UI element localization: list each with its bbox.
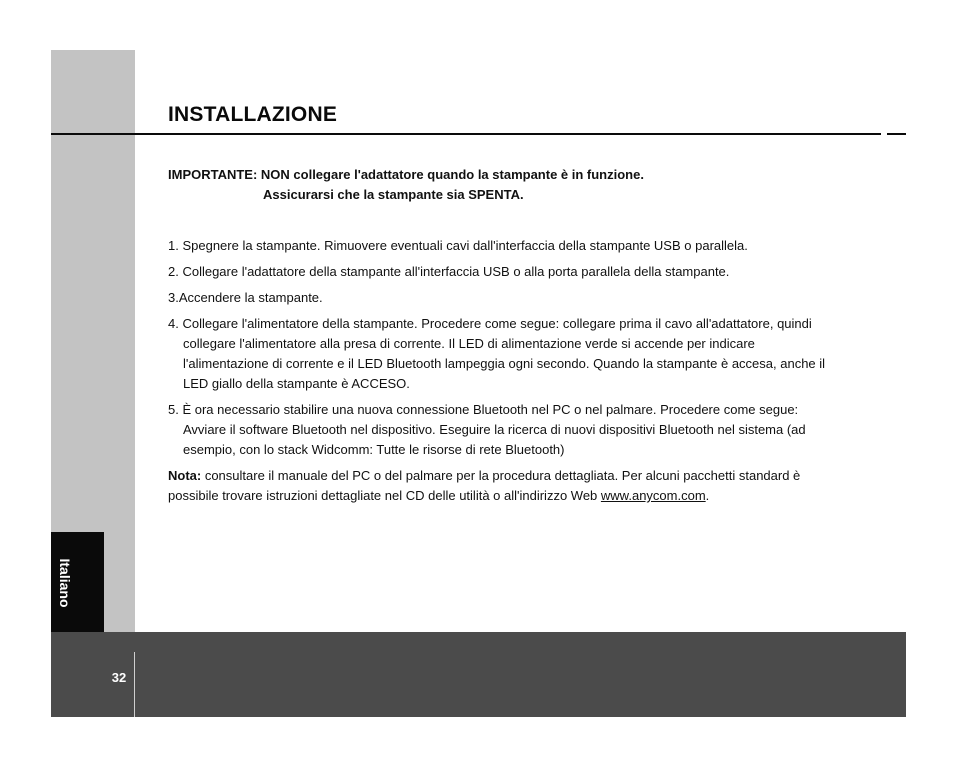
note-paragraph — [168, 466, 828, 506]
website-link[interactable]: www.anycom.com — [600, 488, 706, 503]
warning-line-2: Assicurarsi che la stampante sia SPENTA. — [263, 187, 524, 202]
title-rule-tail — [887, 133, 906, 135]
warning-line-1: IMPORTANTE: NON collegare l'adattatore quando la stampante è in funzione. — [168, 167, 644, 182]
note-text: consultare il manuale del PC o del palmare per la procedura dettagliata. Per alcuni pacchetti standard è possibile trovare istruzioni dettagliate nel CD delle utilità o all'indirizzo Web — [168, 468, 801, 503]
page-number: 32 — [111, 670, 127, 685]
warning-block — [168, 165, 808, 205]
title-rule — [51, 133, 881, 135]
page-title: INSTALLAZIONE — [168, 103, 338, 126]
note-label: Nota: — [168, 468, 202, 483]
step-5: 5. È ora necessario stabilire una nuova connessione Bluetooth nel PC o nel palmare. Procedere come segue: Avviare il software Bluetooth nel dispositivo. Eseguire la ricerca di nuovi dispositivi Bluetooth nel sistema (ad esempio, con lo stack Widcomm: Tutte le risorse di rete Bluetooth) — [168, 402, 806, 457]
note-end: . — [705, 488, 710, 503]
language-label: Italiano — [57, 558, 73, 608]
step-2: 2. Collegare l'adattatore della stampante all'interfaccia USB o alla porta parallela della stampante. — [168, 264, 730, 279]
step-3: 3.Accendere la stampante. — [168, 290, 323, 305]
step-4: 4. Collegare l'alimentatore della stampante. Procedere come segue: collegare prima il cavo all'adattatore, quindi collegare l'alimentatore alla presa di corrente. Il LED di alimentazione verde si accende per indicare l'alimentazione di corrente e il LED Bluetooth lampeggia ogni secondo. Quando la stampante è accesa, anche il LED giallo della stampante è ACCESO. — [168, 316, 826, 391]
footer-bar — [51, 632, 906, 717]
step-1: 1. Spegnere la stampante. Rimuovere eventuali cavi dall'interfaccia della stampante USB o parallela. — [168, 238, 748, 253]
instructions — [168, 236, 828, 506]
footer-divider — [134, 652, 135, 717]
